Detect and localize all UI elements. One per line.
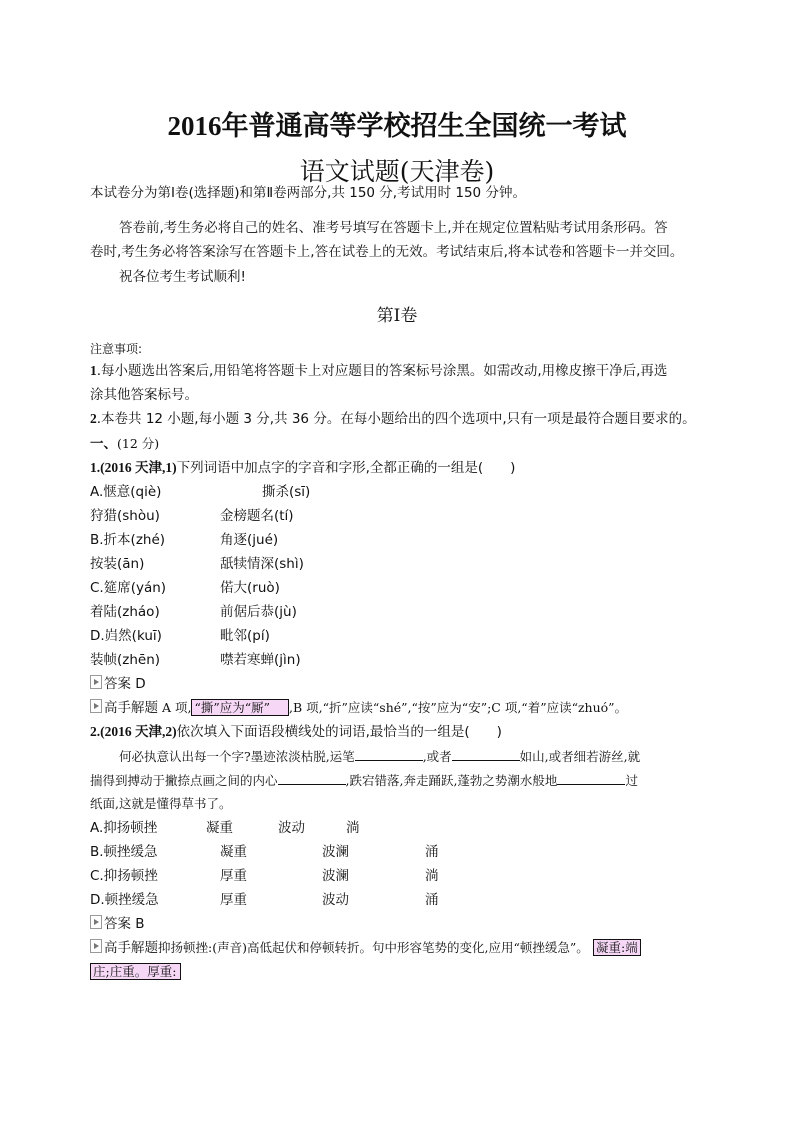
- highlight-annotation: 庄;庄重。厚重:: [90, 963, 181, 980]
- highlight-annotation: 凝重:端: [593, 939, 641, 956]
- option-item: A.抑扬顿挫: [90, 820, 158, 836]
- option-item: 厚重: [220, 892, 247, 908]
- question-source: .(2016 天津,1): [96, 460, 177, 475]
- note-2: [90, 409, 696, 429]
- passage-text: 揣得到搏动于撇捺点画之间的内心: [90, 773, 278, 788]
- q2-explanation-cont: [90, 962, 181, 982]
- explanation-label: 高手解题: [104, 700, 158, 716]
- option-item: D.岿然(kuī): [90, 628, 162, 644]
- option-item: 噤若寒蝉(jìn): [220, 652, 301, 668]
- option-item: 波动: [322, 892, 349, 908]
- blank-4: [557, 770, 625, 785]
- answer-text: 答案 B: [104, 916, 145, 932]
- passage-text: ,或者: [422, 749, 452, 764]
- option-item: 厚重: [220, 868, 247, 884]
- option-item: C.抑扬顿挫: [90, 868, 158, 884]
- option-item: 按装(ān): [90, 556, 145, 572]
- intro-line: 祝各位考生考试顺利!: [119, 269, 246, 285]
- option-item: 装帧(zhēn): [90, 652, 161, 668]
- explanation-text: 抑扬顿挫:(声音)高低起伏和停顿转折。句中形容笔势的变化,应用“顿挫缓急”。: [158, 940, 589, 955]
- option-item: A.惬意(qiè): [90, 484, 162, 500]
- option-item: 角逐(jué): [220, 532, 279, 548]
- option-item: D.顿挫缓急: [90, 892, 159, 908]
- option-item: 凝重: [220, 844, 247, 860]
- q2-explanation: [90, 938, 641, 958]
- note-text: .每小题选出答案后,用铅笔将答题卡上对应题目的答案标号涂黑。如需改动,用橡皮擦干净后,再选: [96, 363, 668, 379]
- arrow-icon: [90, 915, 102, 929]
- part-label: 一、: [90, 436, 117, 451]
- option-item: 涌: [425, 892, 439, 908]
- explanation-text: ,B 项,“折”应读“shé”,“按”应为“安”;C 项,“着”应读“zhuó”。: [289, 700, 628, 715]
- passage-text: ,跌宕错落,奔走踊跃,蓬勃之势潮水般地: [345, 773, 558, 788]
- option-item: 狩猎(shòu): [90, 508, 160, 524]
- question-source: .(2016 天津,2): [96, 724, 177, 739]
- option-item: C.筵席(yán): [90, 580, 167, 596]
- page-subtitle: 语文试题(天津卷): [299, 157, 495, 186]
- option-item: 波动: [278, 820, 305, 836]
- page-title: 2016年普通高等学校招生全国统一考试: [167, 111, 627, 141]
- question-stem: 下列词语中加点字的字音和字形,全都正确的一组是( ): [176, 460, 516, 476]
- note-1-cont: 涂其他答案标号。: [90, 387, 198, 403]
- option-item: 撕杀(sī): [262, 484, 311, 500]
- intro-line: 卷时,考生务必将答案涂写在答题卡上,答在试卷上的无效。考试结束后,将本试卷和答题卡一并交回。: [90, 244, 684, 260]
- passage-line: 纸面,这就是懂得草书了。: [90, 796, 232, 811]
- blank-2: [452, 746, 520, 761]
- answer-text: 答案 D: [104, 676, 146, 692]
- passage-line: [119, 746, 640, 767]
- arrow-icon: [90, 699, 102, 713]
- explanation-label: 高手解题: [104, 940, 158, 956]
- option-item: 偌大(ruò): [220, 580, 280, 596]
- option-item: 前倨后恭(jù): [220, 604, 297, 620]
- q2-answer: [90, 914, 145, 934]
- question-1: [90, 458, 515, 478]
- question-num: 1: [90, 460, 97, 475]
- note-num: 2: [90, 411, 97, 426]
- option-item: B.顿挫缓急: [90, 844, 158, 860]
- explanation-text: A 项,: [158, 700, 192, 715]
- part-score: (12 分): [117, 436, 160, 451]
- option-item: 淌: [346, 820, 360, 836]
- highlight-annotation: “撕”应为“厮”: [191, 699, 289, 716]
- option-item: 毗邻(pí): [220, 628, 270, 644]
- question-stem: 依次填入下面语段横线处的词语,最恰当的一组是( ): [176, 724, 502, 740]
- q1-explanation: [90, 698, 627, 718]
- option-item: 着陆(zháo): [90, 604, 160, 620]
- arrow-icon: [90, 675, 102, 689]
- arrow-icon: [90, 939, 102, 953]
- option-item: 金榜题名(tí): [220, 508, 294, 524]
- option-item: 淌: [425, 868, 439, 884]
- option-item: 舐犊情深(shì): [220, 556, 304, 572]
- note-text: .本卷共 12 小题,每小题 3 分,共 36 分。在每小题给出的四个选项中,只有一项是最符合题目要求的。: [96, 411, 696, 427]
- option-item: 涌: [425, 844, 439, 860]
- part-heading: [90, 434, 159, 454]
- option-item: B.折本(zhé): [90, 532, 166, 548]
- question-num: 2: [90, 724, 97, 739]
- passage-text: 过: [625, 773, 638, 788]
- blank-1: [355, 746, 423, 761]
- option-item: 波澜: [322, 844, 349, 860]
- section-title: 第Ⅰ卷: [376, 306, 418, 326]
- intro-line: 本试卷分为第Ⅰ卷(选择题)和第Ⅱ卷两部分,共 150 分,考试用时 150 分钟。: [90, 185, 526, 201]
- note-num: 1: [90, 363, 97, 378]
- notes-heading: 注意事项:: [90, 342, 143, 356]
- blank-3: [278, 770, 346, 785]
- passage-text: 如山,或者细若游丝,就: [519, 749, 641, 764]
- intro-line: 答卷前,考生务必将自己的姓名、准考号填写在答题卡上,并在规定位置粘贴考试用条形码。答: [119, 220, 668, 236]
- question-2: [90, 722, 502, 742]
- q1-answer: [90, 674, 146, 694]
- option-item: 波澜: [322, 868, 349, 884]
- note-1: [90, 361, 667, 381]
- option-item: 凝重: [206, 820, 233, 836]
- passage-line: [90, 770, 638, 791]
- passage-text: 何必执意认出每一个字?墨迹浓淡枯脱,运笔: [119, 749, 355, 764]
